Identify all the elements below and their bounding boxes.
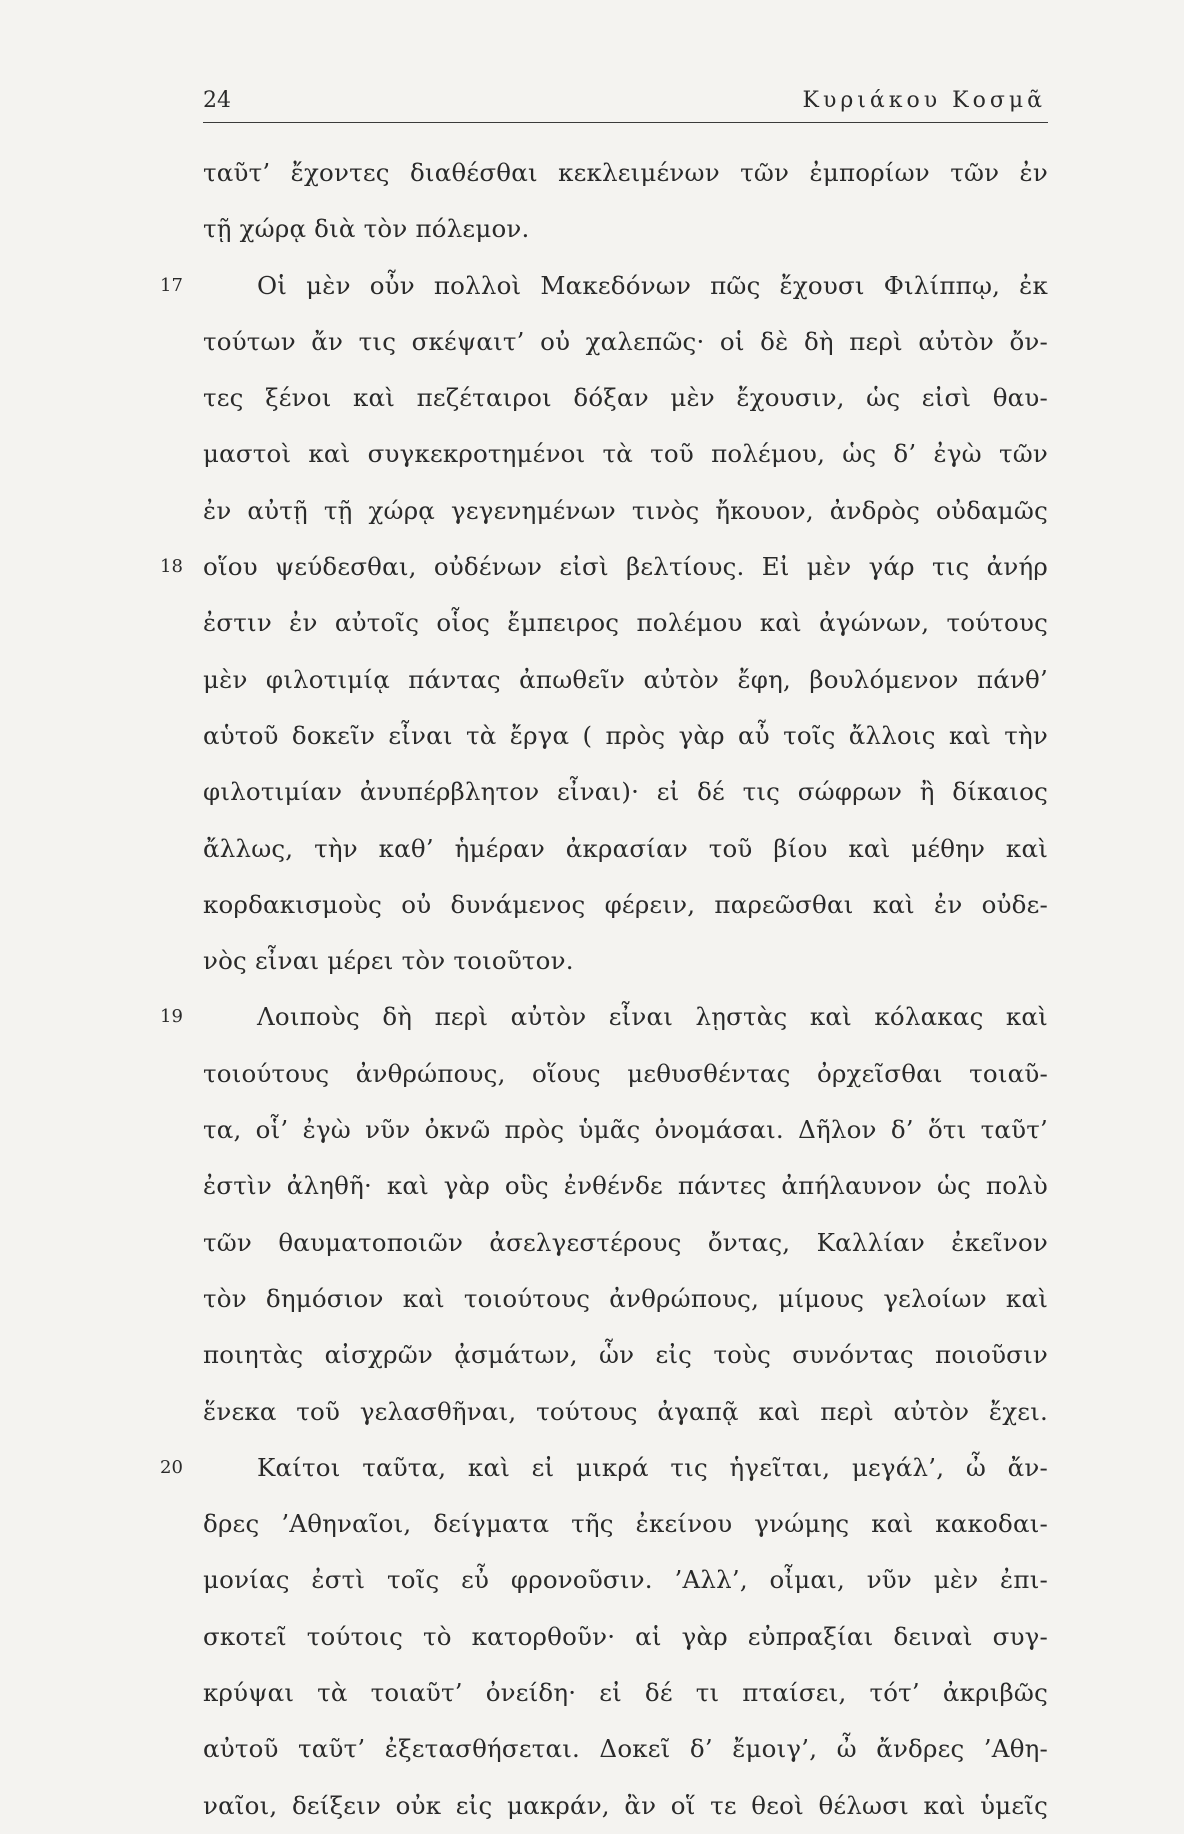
line-text: ἐν αὐτῇ τῇ χώρᾳ γεγενημένων τινὸς ἤκουον, ἀνδρὸς οὐδαμῶς — [203, 495, 1048, 525]
line-text: τες ξένοι καὶ πεζέταιροι δόξαν μὲν ἔχουσιν, ὡς εἰσὶ θαυ- — [203, 383, 1048, 413]
text-line — [160, 539, 1048, 595]
line-text: ἐστὶν ἀληθῆ· καὶ γὰρ οὓς ἐνθένδε πάντες ἀπήλαυνον ὡς πολὺ — [203, 1171, 1048, 1201]
running-title: Κυριάκου Κοσμᾶ — [802, 88, 1046, 113]
text-line — [203, 877, 1048, 933]
text-line — [203, 1778, 1048, 1834]
text-line — [203, 595, 1048, 651]
line-text: ἐστιν ἐν αὐτοῖς οἷος ἔμπειρος πολέμου καὶ ἀγώνων, τούτους — [203, 608, 1048, 638]
line-text: οἵου ψεύδεσθαι, οὐδένων εἰσὶ βελτίους. Εἰ μὲν γάρ τις ἀνήρ — [203, 552, 1048, 582]
body-text — [160, 145, 1048, 1834]
text-line — [203, 1496, 1048, 1552]
line-text: φιλοτιμίαν ἀνυπέρβλητον εἶναι)· εἰ δέ τις σώφρων ἢ δίκαιος — [203, 777, 1048, 807]
text-line — [203, 201, 1048, 257]
page-number: 24 — [203, 88, 231, 113]
line-text: μὲν φιλοτιμίᾳ πάντας ἀπωθεῖν αὐτὸν ἔφη, βουλόμενον πάνθ’ — [203, 664, 1048, 694]
section-number: 19 — [160, 1006, 183, 1028]
text-line — [203, 821, 1048, 877]
text-line — [203, 145, 1048, 201]
line-text: τούτων ἄν τις σκέψαιτ’ οὐ χαλεπῶς· οἱ δὲ δὴ περὶ αὐτὸν ὄν- — [203, 326, 1048, 356]
line-text: νὸς εἶναι μέρει τὸν τοιοῦτον. — [203, 946, 574, 976]
text-line — [203, 1158, 1048, 1214]
line-text: μαστοὶ καὶ συγκεκροτημένοι τὰ τοῦ πολέμου, ὡς δ’ ἐγὼ τῶν — [203, 439, 1048, 469]
line-text: ἕνεκα τοῦ γελασθῆναι, τούτους ἀγαπᾷ καὶ περὶ αὐτὸν ἔχει. — [203, 1396, 1048, 1426]
text-line — [160, 258, 1048, 314]
line-text: τῇ χώρᾳ διὰ τὸν πόλεμον. — [203, 214, 530, 244]
text-line — [203, 1102, 1048, 1158]
text-line — [203, 1215, 1048, 1271]
line-text: μονίας ἐστὶ τοῖς εὖ φρονοῦσιν. ’Αλλ’, οἶμαι, νῦν μὲν ἐπι- — [203, 1565, 1048, 1595]
text-line — [203, 1721, 1048, 1777]
line-text: τὸν δημόσιον καὶ τοιούτους ἀνθρώπους, μίμους γελοίων καὶ — [203, 1283, 1048, 1313]
line-text: τα, οἷ’ ἐγὼ νῦν ὀκνῶ πρὸς ὑμᾶς ὀνομάσαι. Δῆλον δ’ ὅτι ταῦτ’ — [203, 1115, 1048, 1145]
line-text: ἄλλως, τὴν καθ’ ἡμέραν ἀκρασίαν τοῦ βίου καὶ μέθην καὶ — [203, 833, 1048, 863]
line-text: ποιητὰς αἰσχρῶν ᾀσμάτων, ὧν εἰς τοὺς συνόντας ποιοῦσιν — [203, 1340, 1048, 1370]
line-text: τῶν θαυματοποιῶν ἀσελγεστέρους ὄντας, Καλλίαν ἐκεῖνον — [203, 1227, 1048, 1257]
running-head — [203, 88, 1048, 123]
text-line — [203, 764, 1048, 820]
text-line — [203, 1046, 1048, 1102]
line-text: Καίτοι ταῦτα, καὶ εἰ μικρά τις ἡγεῖται, μεγάλ’, ὦ ἄν- — [257, 1452, 1048, 1482]
line-text: κορδακισμοὺς οὐ δυνάμενος φέρειν, παρεῶσθαι καὶ ἐν οὐδε- — [203, 889, 1048, 919]
text-line — [203, 708, 1048, 764]
line-text: ταῦτ’ ἔχοντες διαθέσθαι κεκλειμένων τῶν ἐμπορίων τῶν ἐν — [203, 158, 1048, 187]
text-line — [160, 1440, 1048, 1496]
line-text: ναῖοι, δείξειν οὐκ εἰς μακράν, ἂν οἵ τε θεοὶ θέλωσι καὶ ὑμεῖς — [203, 1790, 1048, 1820]
text-line — [203, 933, 1048, 989]
text-line — [203, 426, 1048, 482]
text-line — [203, 483, 1048, 539]
text-line — [203, 314, 1048, 370]
text-line — [160, 989, 1048, 1045]
text-line — [203, 370, 1048, 426]
text-line — [203, 1552, 1048, 1608]
text-line — [203, 1665, 1048, 1721]
text-line — [203, 1609, 1048, 1665]
line-text: Οἱ μὲν οὖν πολλοὶ Μακεδόνων πῶς ἔχουσι Φιλίππῳ, ἐκ — [257, 270, 1048, 300]
line-text: τοιούτους ἀνθρώπους, οἵους μεθυσθέντας ὀρχεῖσθαι τοιαῦ- — [203, 1058, 1048, 1088]
section-number: 17 — [160, 274, 183, 296]
line-text: σκοτεῖ τούτοις τὸ κατορθοῦν· αἱ γὰρ εὐπραξίαι δειναὶ συγ- — [203, 1621, 1048, 1651]
text-line — [203, 1327, 1048, 1383]
text-line — [203, 1384, 1048, 1440]
line-text: δρες ’Αθηναῖοι, δείγματα τῆς ἐκείνου γνώμης καὶ κακοδαι- — [203, 1509, 1048, 1539]
section-number: 18 — [160, 556, 183, 578]
line-text: Λοιποὺς δὴ περὶ αὐτὸν εἶναι λῃστὰς καὶ κόλακας καὶ — [257, 1002, 1048, 1032]
line-text: κρύψαι τὰ τοιαῦτ’ ὀνείδη· εἰ δέ τι πταίσει, τότ’ ἀκριβῶς — [203, 1678, 1048, 1708]
text-line — [203, 652, 1048, 708]
section-number: 20 — [160, 1456, 183, 1478]
line-text: αὐτοῦ ταῦτ’ ἐξετασθήσεται. Δοκεῖ δ’ ἔμοιγ’, ὦ ἄνδρες ’Αθη- — [203, 1734, 1048, 1764]
text-line — [203, 1271, 1048, 1327]
line-text: αὑτοῦ δοκεῖν εἶναι τὰ ἔργα ( πρὸς γὰρ αὖ τοῖς ἄλλοις καὶ τὴν — [203, 720, 1048, 750]
